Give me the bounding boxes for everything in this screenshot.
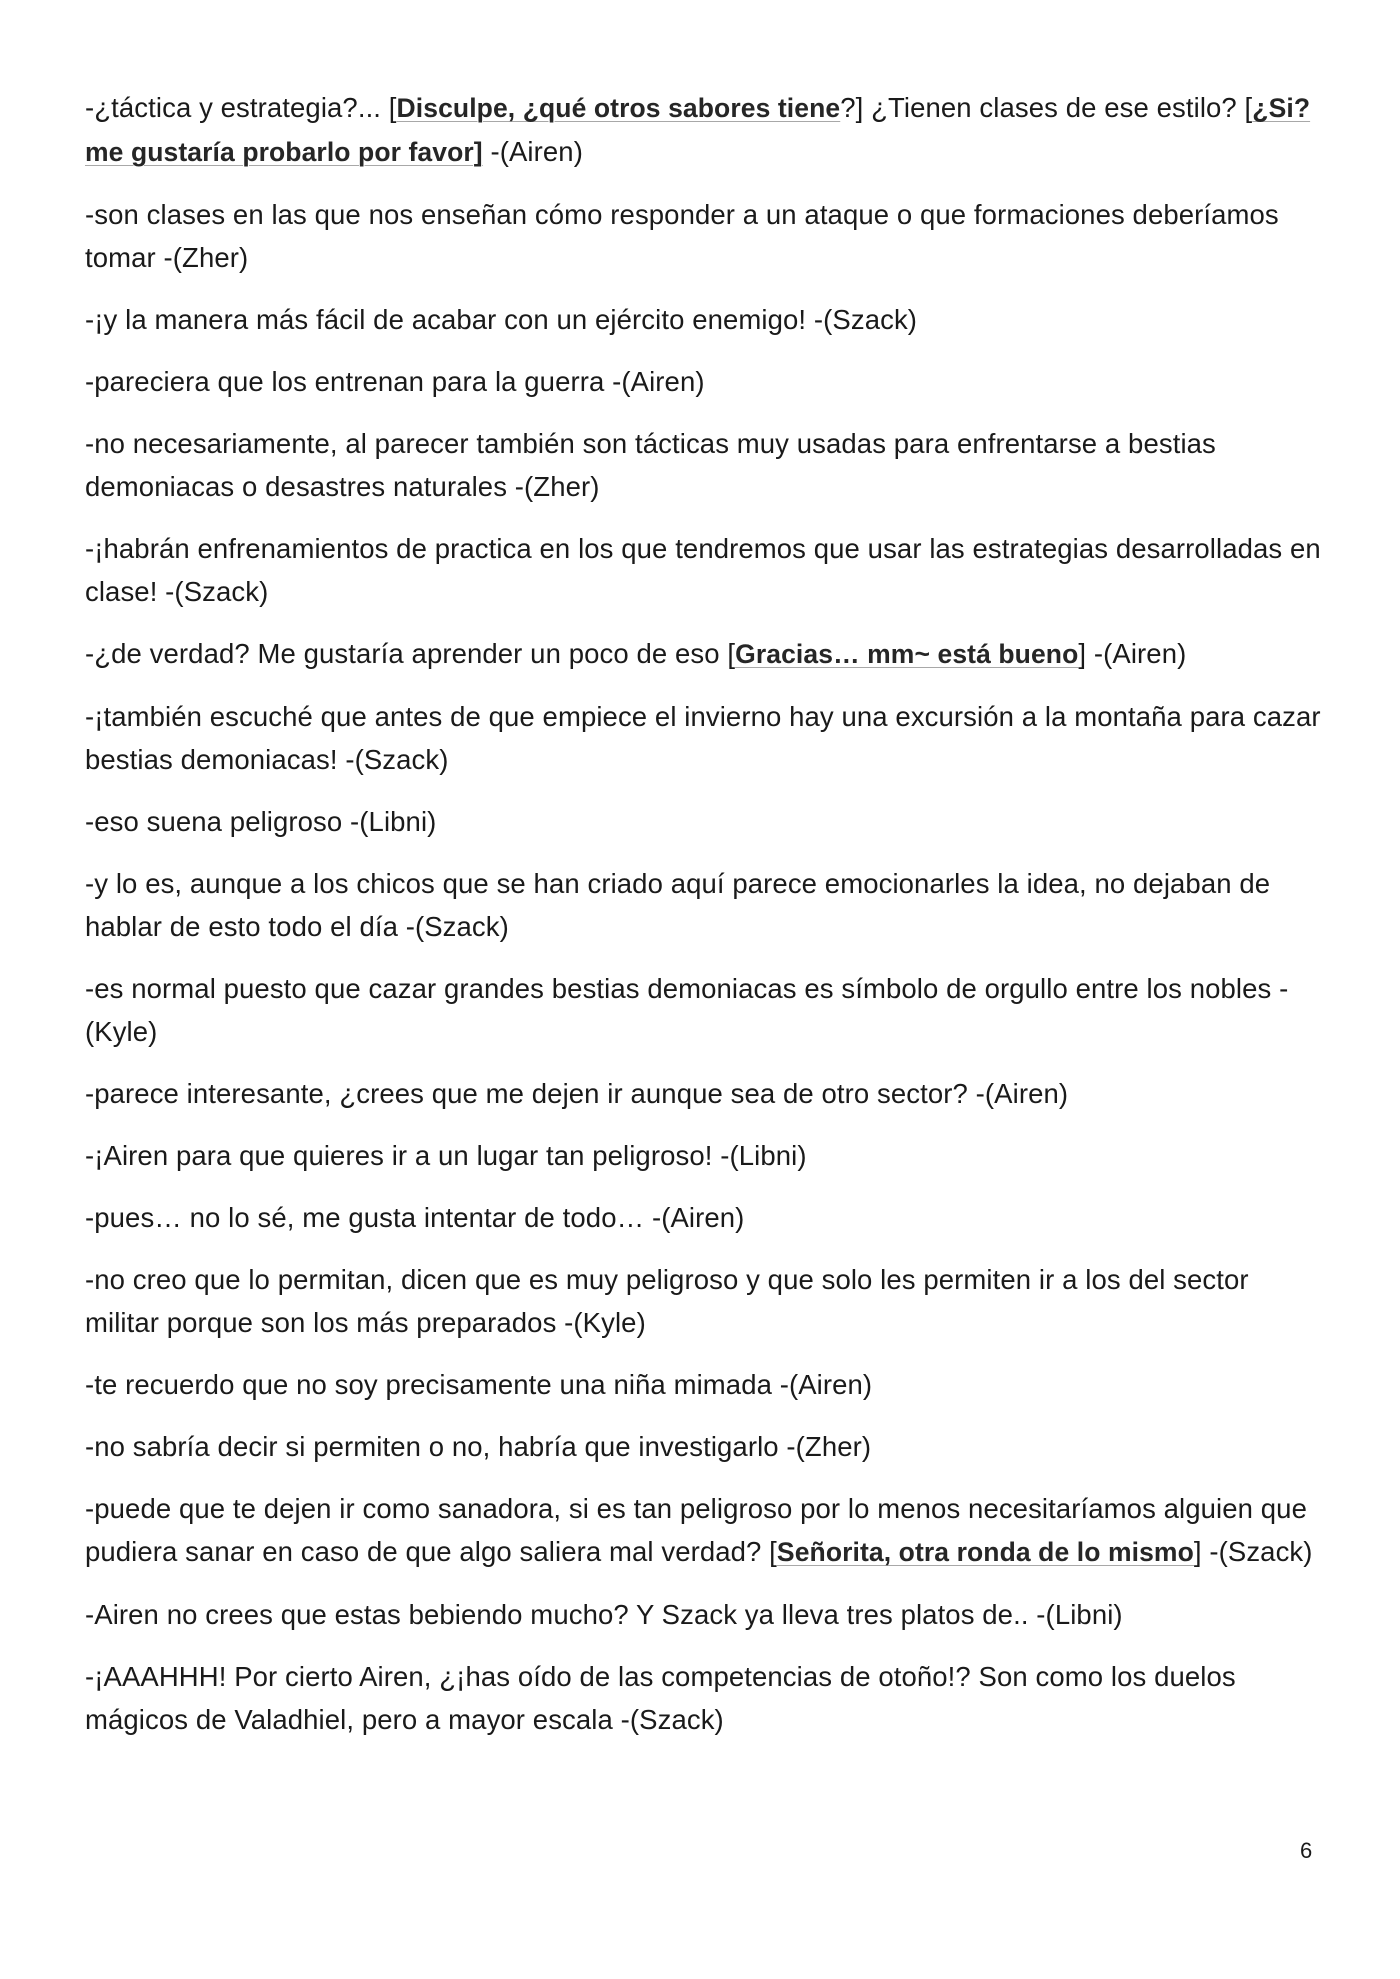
text-segment: -(Airen): [482, 136, 583, 167]
highlighted-text-segment: Gracias… mm~ está bueno: [735, 639, 1079, 669]
text-segment: ] -(Szack): [1193, 1536, 1313, 1567]
text-segment: -¡habrán enfrenamientos de practica en los que tendremos que usar las estrategias desarrolladas en clase! -(Szack): [85, 533, 1321, 607]
dialogue-paragraph: [85, 1487, 1325, 1574]
text-segment: -¿de verdad? Me gustaría aprender un poco de eso [: [85, 638, 736, 669]
text-segment: -¡y la manera más fácil de acabar con un ejército enemigo! -(Szack): [85, 304, 918, 335]
dialogue-paragraph: [85, 360, 1325, 403]
text-segment: -pareciera que los entrenan para la guerra -(Airen): [85, 366, 705, 397]
text-segment: -no creo que lo permitan, dicen que es muy peligroso y que solo les permiten ir a los del sector militar porque son los más preparados -(Kyle): [85, 1264, 1249, 1338]
text-segment: -puede que te dejen ir como sanadora, si es tan peligroso por lo menos necesitaríamos alguien que pudiera sanar en caso de que algo saliera mal verdad? [: [85, 1493, 1307, 1567]
text-segment: -es normal puesto que cazar grandes bestias demoniacas es símbolo de orgullo entre los nobles -(Kyle): [85, 973, 1289, 1047]
dialogue-paragraph: [85, 1072, 1325, 1115]
dialogue-paragraph: [85, 695, 1325, 781]
dialogue-paragraph: [85, 1134, 1325, 1177]
text-segment: -¡también escuché que antes de que empiece el invierno hay una excursión a la montaña para cazar bestias demoniacas! -(Szack): [85, 701, 1321, 775]
dialogue-paragraph: [85, 800, 1325, 843]
dialogue-paragraph: [85, 967, 1325, 1053]
dialogue-paragraph: [85, 193, 1325, 279]
highlighted-text-segment: Señorita, otra ronda de lo mismo: [776, 1537, 1194, 1567]
text-segment: -¡Airen para que quieres ir a un lugar tan peligroso! -(Libni): [85, 1140, 807, 1171]
dialogue-paragraph: [85, 1593, 1325, 1636]
page-number: 6: [1300, 1838, 1313, 1863]
text-segment: -¿táctica y estrategia?... [: [85, 92, 397, 123]
dialogue-paragraph: [85, 527, 1325, 613]
dialogue-paragraph: [85, 862, 1325, 948]
text-segment: -¡AAAHHH! Por cierto Airen, ¿¡has oído de las competencias de otoño!? Son como los duelos mágicos de Valadhiel, pero a mayor escala -(Szack): [85, 1661, 1236, 1735]
text-segment: -no necesariamente, al parecer también son tácticas muy usadas para enfrentarse a bestias demoniacas o desastres naturales -(Zher): [85, 428, 1216, 502]
highlighted-text-segment: Disculpe, ¿qué otros sabores tiene: [396, 93, 841, 123]
text-segment: -parece interesante, ¿crees que me dejen ir aunque sea de otro sector? -(Airen): [85, 1078, 1069, 1109]
text-segment: -son clases en las que nos enseñan cómo responder a un ataque o que formaciones deberíamos tomar -(Zher): [85, 199, 1279, 273]
dialogue-paragraph: [85, 1655, 1325, 1741]
dialogue-paragraph: [85, 86, 1325, 174]
dialogue-paragraph: [85, 298, 1325, 341]
dialogue-paragraph: [85, 1196, 1325, 1239]
dialogue-paragraph: [85, 1258, 1325, 1344]
text-segment: -y lo es, aunque a los chicos que se han criado aquí parece emocionarles la idea, no dejaban de hablar de esto todo el día -(Szack): [85, 868, 1271, 942]
text-segment: -Airen no crees que estas bebiendo mucho? Y Szack ya lleva tres platos de.. -(Libni): [85, 1599, 1123, 1630]
text-segment: ?] ¿Tienen clases de ese estilo? [: [840, 92, 1253, 123]
dialogue-paragraph: [85, 1363, 1325, 1406]
text-segment: ] -(Airen): [1078, 638, 1187, 669]
text-segment: -te recuerdo que no soy precisamente una niña mimada -(Airen): [85, 1369, 873, 1400]
dialogue-paragraph: [85, 422, 1325, 508]
text-segment: -pues… no lo sé, me gusta intentar de todo… -(Airen): [85, 1202, 745, 1233]
highlighted-text-segment: ¿Si? me gustaría probarlo por favor]: [85, 93, 1311, 167]
text-segment: -eso suena peligroso -(Libni): [85, 806, 437, 837]
dialogue-paragraph: [85, 1425, 1325, 1468]
text-segment: -no sabría decir si permiten o no, habría que investigarlo -(Zher): [85, 1431, 872, 1462]
document-page-body: [85, 86, 1325, 1760]
dialogue-paragraph: [85, 632, 1325, 676]
